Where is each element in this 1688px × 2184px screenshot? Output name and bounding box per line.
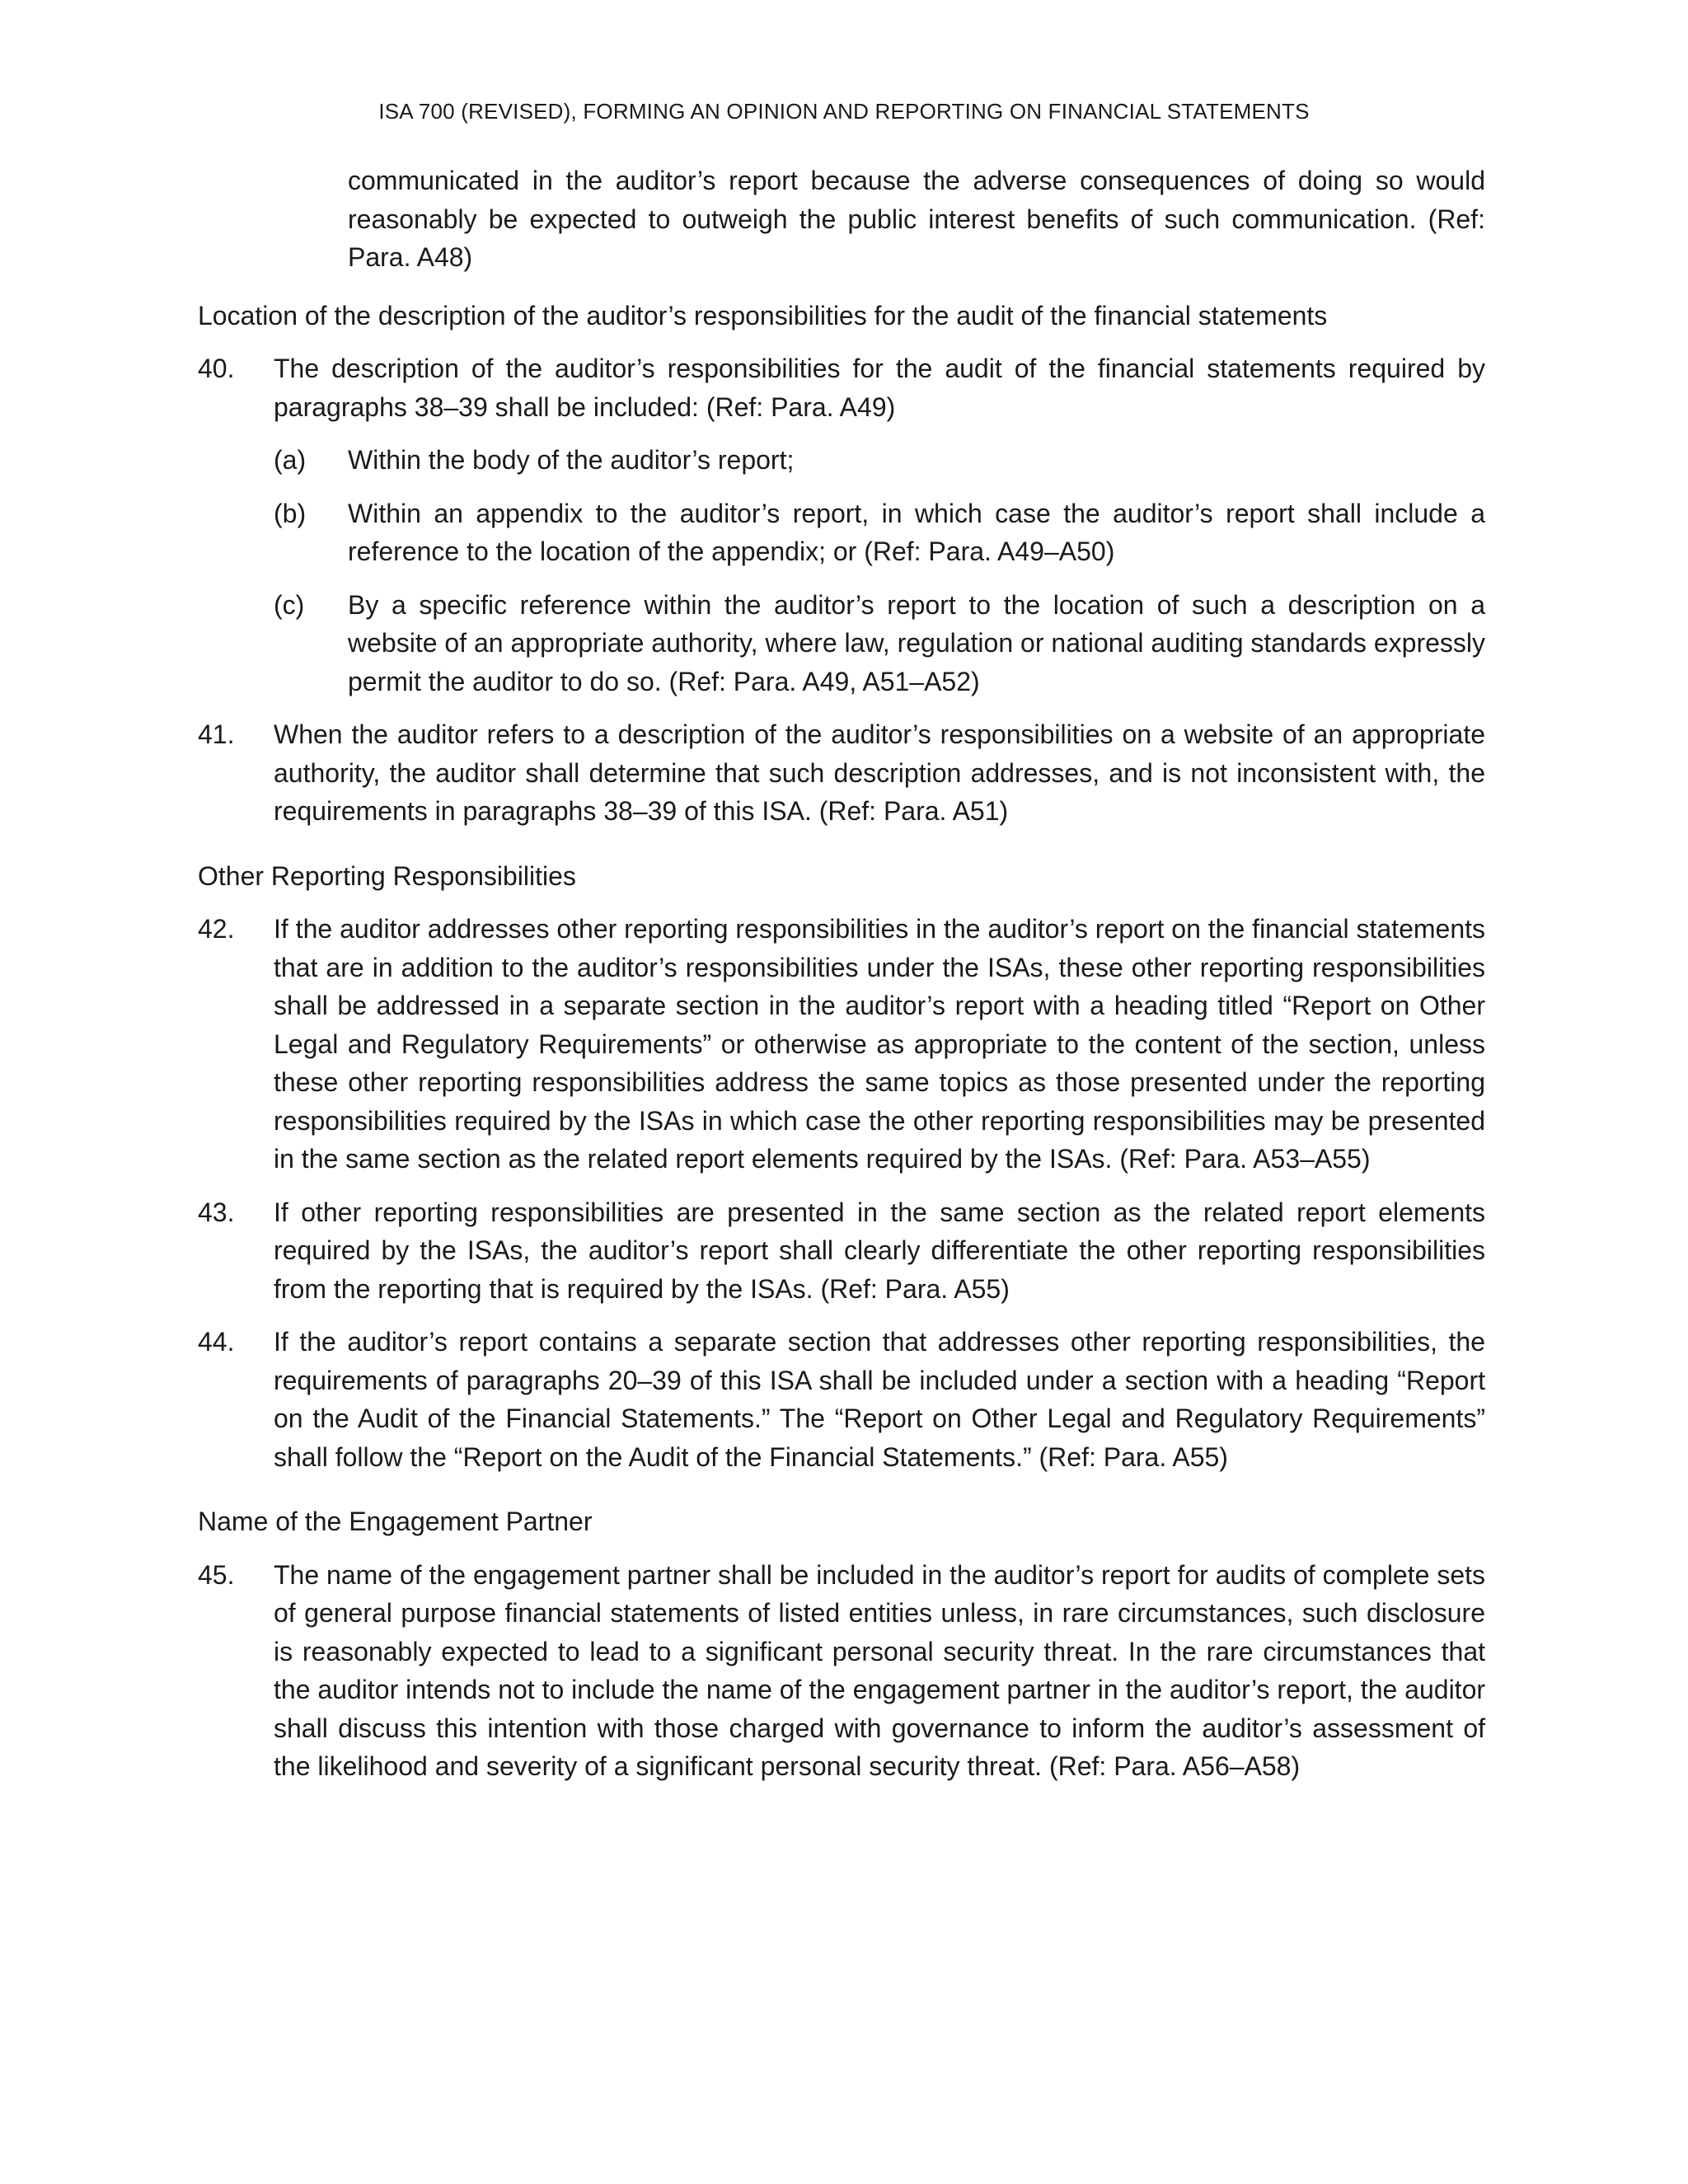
paragraph-text: The description of the auditor’s responsibilities for the audit of the financial statements required by paragraphs 38–39 shall be included: (Ref: Para. A49): [274, 354, 1485, 422]
list-item: [274, 441, 1485, 480]
section-heading: Other Reporting Responsibilities: [198, 860, 576, 891]
list-item-text: Within an appendix to the auditor’s report, in which case the auditor’s report shall include a reference to the location of the appendix; or (Ref: Para. A49–A50): [348, 498, 1485, 566]
paragraph-number: 40.: [198, 354, 235, 383]
paragraph-43: [198, 1193, 1485, 1309]
paragraph-text: When the auditor refers to a description of the auditor’s responsibilities on a website of an appropriate authority, the auditor shall determine that such description addresses, and is not inconsistent with, the requirements in paragraphs 38–39 of this ISA. (Ref: Para. A51): [274, 719, 1485, 826]
paragraph-text: If the auditor addresses other reporting responsibilities in the auditor’s report on the financial statements that are in addition to the auditor’s responsibilities under the ISAs, these other reporting responsibilities shall be addressed in a separate section in the auditor’s report with a heading titled “Report on Other Legal and Regulatory Requirements” or otherwise as appropriate to the content of the section, unless these other reporting responsibilities address the same topics as those presented under the reporting responsibilities required by the ISAs in which case the other reporting responsibilities may be presented in the same section as the related report elements required by the ISAs. (Ref: Para. A53–A55): [274, 914, 1485, 1174]
paragraph-number: 42.: [198, 914, 235, 944]
continuation-text: communicated in the auditor’s report because the adverse consequences of doing so would reasonably be expected to outweigh the public interest benefits of such communication. (Ref: Para. A48): [348, 166, 1485, 272]
section-heading: Name of the Engagement Partner: [198, 1507, 593, 1536]
list-item-label: (a): [274, 445, 307, 475]
paragraph-44: [198, 1323, 1485, 1476]
paragraph-number: 41.: [198, 719, 235, 749]
paragraph-42: [198, 910, 1485, 1179]
section-other-reporting-responsibilities: [198, 857, 1485, 1477]
document-body: [198, 162, 1485, 1801]
list-item-text: Within the body of the auditor’s report;: [348, 445, 795, 475]
list-item-label: (b): [274, 498, 307, 528]
paragraph-number: 44.: [198, 1327, 235, 1357]
paragraph-body: [274, 349, 1485, 701]
list-item-text: By a specific reference within the auditor’s report to the location of such a description on a website of an appropriate authority, where law, regulation or national auditing standards expressly permit the auditor to do so. (Ref: Para. A49, A51–A52): [348, 589, 1485, 696]
section-engagement-partner-name: [198, 1502, 1485, 1786]
paragraph-45: [198, 1556, 1485, 1786]
paragraph-text: If other reporting responsibilities are presented in the same section as the related report elements required by the ISAs, the auditor’s report shall clearly differentiate the other reporting responsibilities from the reporting that is required by the ISAs. (Ref: Para. A55): [274, 1197, 1485, 1304]
section-auditor-responsibilities-location: [198, 297, 1485, 831]
running-header: ISA 700 (REVISED), FORMING AN OPINION AND REPORTING ON FINANCIAL STATEMENTS: [378, 99, 1310, 124]
list-item-label: (c): [274, 589, 305, 620]
paragraph-text: The name of the engagement partner shall be included in the auditor’s report for audits of complete sets of general purpose financial statements of listed entities unless, in rare circumstances, such disclosure is reasonably expected to lead to a significant personal security threat. In the rare circumstances that the auditor intends not to include the name of the engagement partner in the auditor’s report, the auditor shall discuss this intention with those charged with governance to inform the auditor’s assessment of the likelihood and severity of a significant personal security threat. (Ref: Para. A56–A58): [274, 1559, 1486, 1781]
paragraph-41: [198, 715, 1485, 831]
section-heading: Location of the description of the auditor’s responsibilities for the audit of the financial statements: [198, 300, 1328, 330]
paragraph-text: If the auditor’s report contains a separate section that addresses other reporting responsibilities, the requirements of paragraphs 20–39 of this ISA shall be included under a section with a heading “Report on the Audit of the Financial Statements.” The “Report on Other Legal and Regulatory Requirements” shall follow the “Report on the Audit of the Financial Statements.” (Ref: Para. A55): [274, 1327, 1485, 1472]
paragraph-number: 43.: [198, 1197, 235, 1227]
list-item: [274, 494, 1485, 571]
paragraph-number: 45.: [198, 1559, 235, 1590]
list-item: [274, 586, 1485, 701]
paragraph-40: [198, 349, 1485, 701]
